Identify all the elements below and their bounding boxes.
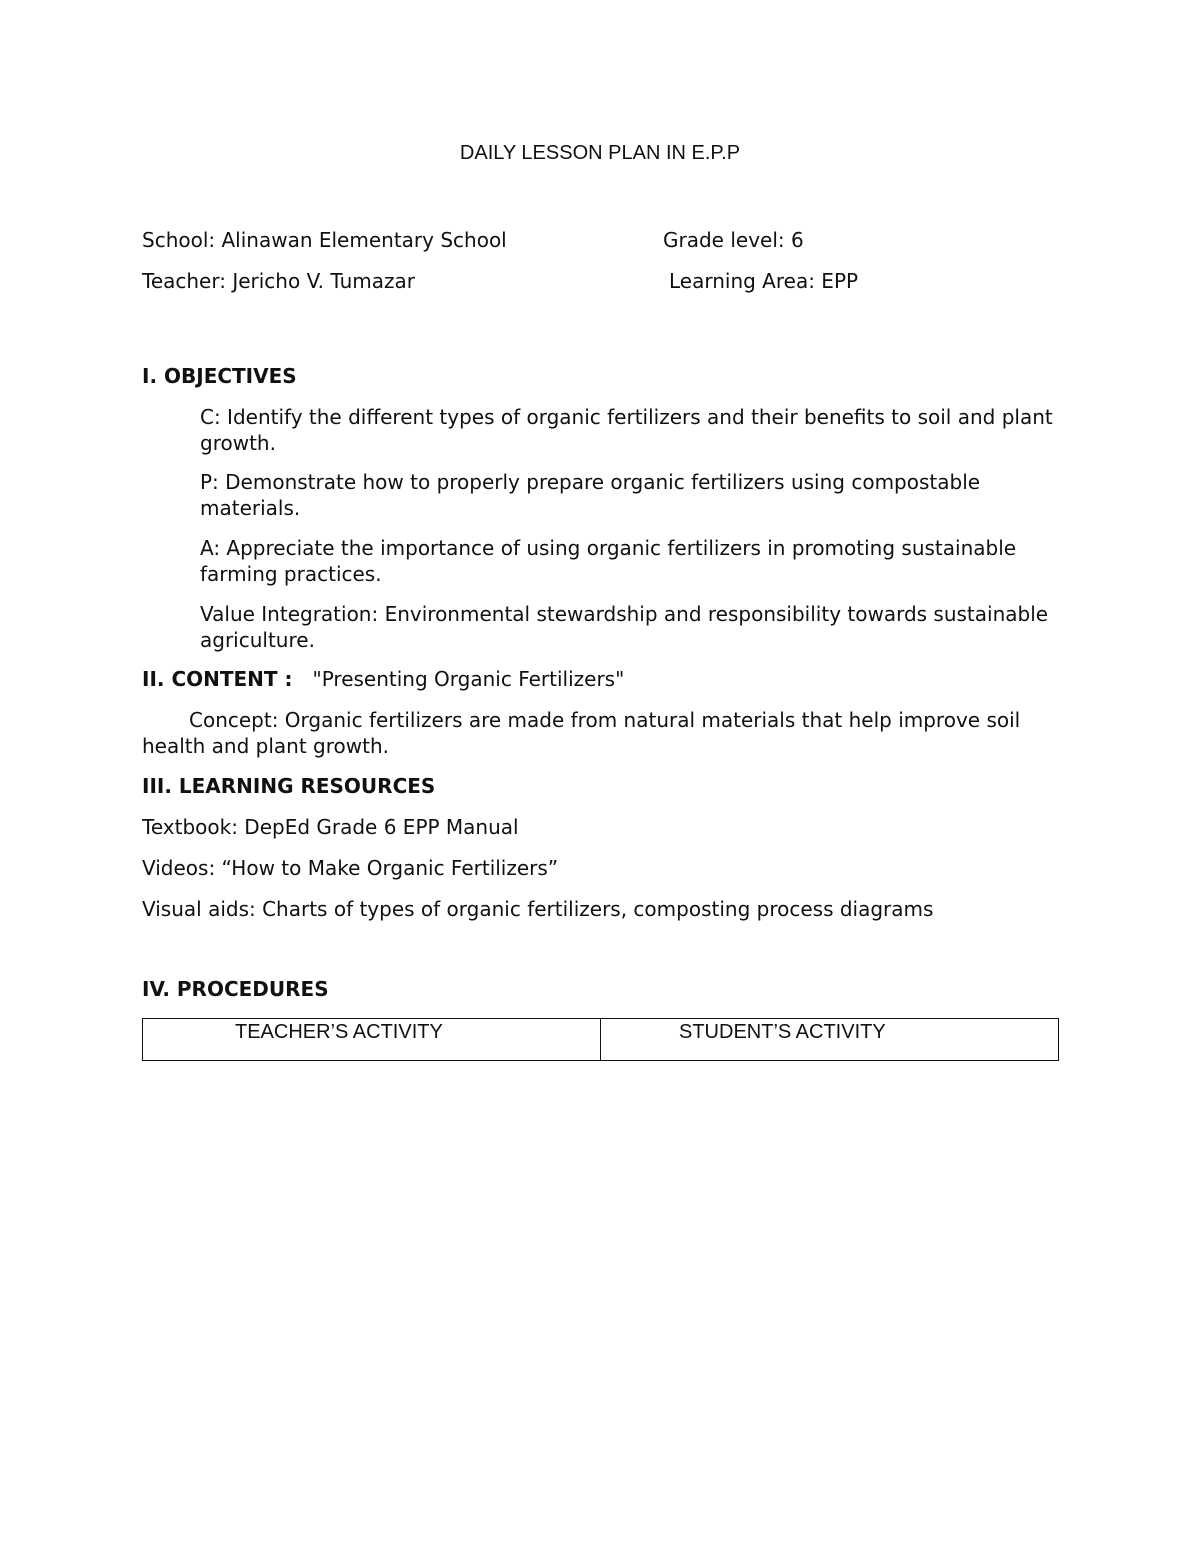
school-info: School: Alinawan Elementary School: [142, 228, 507, 252]
teacher-info: Teacher: Jericho V. Tumazar: [142, 269, 415, 293]
resource-textbook: Textbook: DepEd Grade 6 EPP Manual: [142, 815, 519, 839]
content-section: [142, 667, 624, 691]
learning-resources-heading: III. LEARNING RESOURCES: [142, 774, 436, 798]
content-topic: "Presenting Organic Fertilizers": [312, 667, 625, 691]
procedures-heading: IV. PROCEDURES: [142, 977, 329, 1001]
learning-area-info: Learning Area: EPP: [669, 269, 859, 293]
objective-psychomotor: P: Demonstrate how to properly prepare organic fertilizers using compostable materials.: [200, 470, 981, 520]
table-header-row: [143, 1019, 1059, 1061]
student-activity-header: STUDENT’S ACTIVITY: [601, 1019, 1059, 1061]
procedures-table: [142, 1018, 1059, 1061]
resource-visual-aids: Visual aids: Charts of types of organic fertilizers, composting process diagrams: [142, 897, 934, 921]
document-title: DAILY LESSON PLAN IN E.P.P: [459, 142, 741, 164]
content-heading: II. CONTENT :: [142, 667, 293, 691]
teacher-activity-header: TEACHER’S ACTIVITY: [143, 1019, 601, 1061]
content-concept: Concept: Organic fertilizers are made from natural materials that help improve soil health and plant growth.: [142, 708, 1021, 758]
objective-cognitive: C: Identify the different types of organic fertilizers and their benefits to soil and plant growth.: [200, 405, 1053, 455]
objectives-heading: I. OBJECTIVES: [142, 364, 297, 388]
objective-value-integration: Value Integration: Environmental stewardship and responsibility towards sustainable agriculture.: [200, 602, 1049, 652]
grade-level-info: Grade level: 6: [663, 228, 804, 252]
objective-affective: A: Appreciate the importance of using organic fertilizers in promoting sustainable farming practices.: [200, 536, 1017, 586]
resource-videos: Videos: “How to Make Organic Fertilizers”: [142, 856, 559, 880]
